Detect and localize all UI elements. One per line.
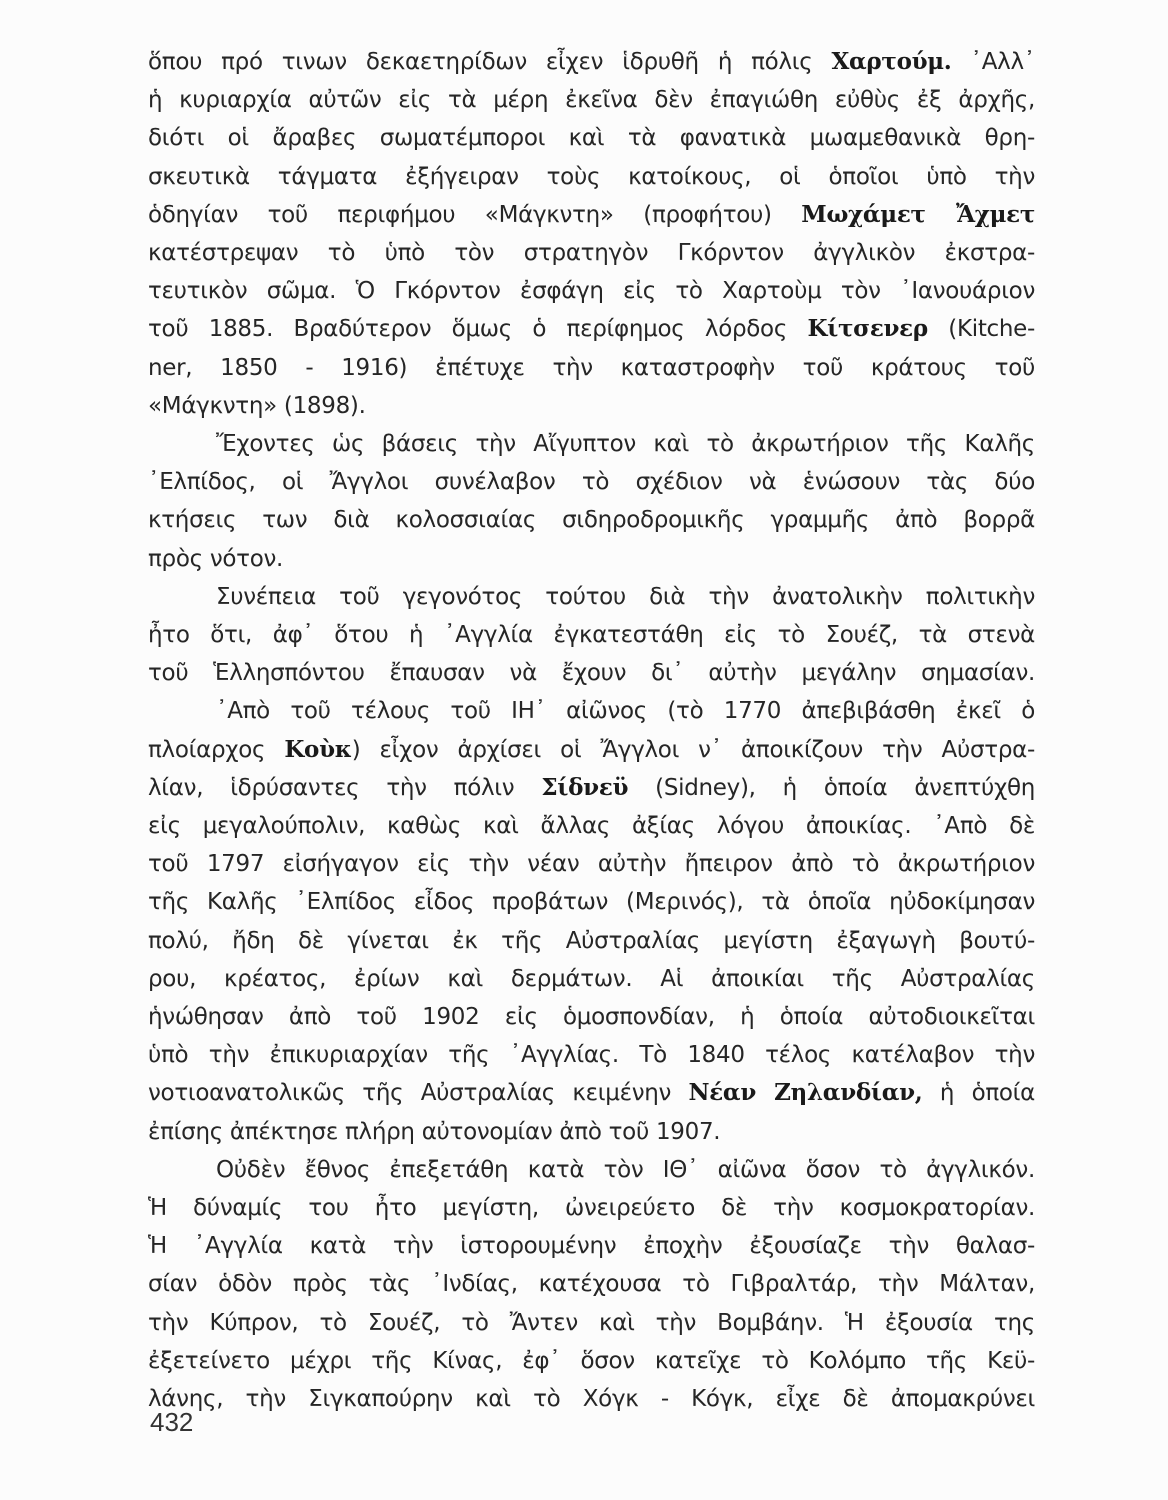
text-line: [148, 1193, 1035, 1223]
text-line: [148, 47, 1035, 77]
text-line: [148, 123, 1035, 153]
paragraph-first-line: [216, 429, 1035, 459]
text-segment: πλοίαρχος: [148, 736, 285, 763]
text-segment: τοῦ 1885. Βραδύτερον ὅμως ὁ περίφημος λόρδος: [148, 316, 808, 343]
bold-term: Νέαν Ζηλανδίαν,: [688, 1079, 923, 1107]
text-line: [148, 887, 1035, 917]
paragraph-first-line: [216, 1155, 1035, 1185]
text-line: [148, 1040, 1035, 1070]
text-segment: νοτιοανατολικῶς τῆς Αὐστραλίας κειμένην: [148, 1080, 689, 1107]
text-line: [148, 1002, 1035, 1032]
text-segment: σκευτικὰ τάγματα ἐξήγειραν τοὺς κατοίκους, οἱ ὁποῖοι ὑπὸ τὴν: [148, 163, 1035, 190]
text-line: [148, 1078, 1035, 1108]
text-segment: τὴν Κύπρον, τὸ Σουέζ, τὸ Ἄντεν καὶ τὴν Βομβάην. Ἡ ἐξουσία της: [148, 1309, 1035, 1336]
text-segment: τευτικὸν σῶμα. Ὁ Γκόρντον ἐσφάγη εἰς τὸ Χαρτοὺμ τὸν ᾽Ιανουάριον: [148, 278, 1035, 305]
text-segment: κτήσεις των διὰ κολοσσιαίας σιδηροδρομικῆς γραμμῆς ἀπὸ βορρᾶ: [148, 507, 1035, 534]
text-segment: ὅπου πρό τινων δεκαετηρίδων εἶχεν ἱδρυθῆ ἡ πόλις: [148, 49, 832, 75]
text-segment: «Μάγκντη» (1898).: [148, 392, 366, 419]
text-line: [148, 811, 1035, 841]
page-number: 432: [150, 1407, 194, 1437]
paragraph-first-line: [216, 582, 1035, 612]
text-segment: Συνέπεια τοῦ γεγονότος τούτου διὰ τὴν ἀνατολικὴν πολιτικὴν: [216, 583, 1035, 610]
text-line: [148, 391, 1035, 421]
text-line: [148, 926, 1035, 956]
text-segment: ὁδηγίαν τοῦ περιφήμου «Μάγκντη» (προφήτου): [148, 201, 802, 228]
bold-term: Μωχάμετ Ἄχμετ: [801, 200, 1035, 228]
text-segment: πολύ, ἤδη δὲ γίνεται ἐκ τῆς Αὐστραλίας μεγίστη ἐξαγωγὴ βουτύ-: [148, 927, 1035, 954]
bold-term: Κοὺκ: [284, 735, 352, 763]
text-line: [148, 964, 1035, 994]
text-line: [148, 200, 1035, 230]
text-line: [148, 1384, 1035, 1414]
text-segment: ἦτο ὅτι, ἀφ᾽ ὅτου ἡ ᾽Αγγλία ἐγκατεστάθη εἰς τὸ Σουέζ, τὰ στενὰ: [148, 622, 1035, 648]
text-segment: (Kitche-: [927, 316, 1036, 343]
text-segment: Ἡ ᾽Αγγλία κατὰ τὴν ἱστορουμένην ἐποχὴν ἐξουσίαζε τὴν θαλασ-: [148, 1233, 1035, 1260]
text-segment: ᾽Απὸ τοῦ τέλους τοῦ ΙΗ᾽ αἰῶνος (τὸ 1770 ἀπεβιβάσθη ἐκεῖ ὁ: [216, 698, 1035, 725]
text-segment: διότι οἱ ἄραβες σωματέμποροι καὶ τὰ φανατικὰ μωαμεθανικὰ θρη-: [148, 125, 1035, 152]
text-segment: λίαν, ἱδρύσαντες τὴν πόλιν: [148, 774, 542, 801]
text-line: [148, 314, 1035, 344]
text-segment: εἰς μεγαλούπολιν, καθὼς καὶ ἄλλας ἀξίας λόγου ἀποικίας. ᾽Απὸ δὲ: [148, 813, 1035, 839]
text-segment: ἡ κυριαρχία αὐτῶν εἰς τὰ μέρη ἐκεῖνα δὲν ἐπαγιώθη εὐθὺς ἐξ ἀρχῆς,: [148, 87, 1035, 114]
text-segment: τοῦ 1797 εἰσήγαγον εἰς τὴν νέαν αὐτὴν ἤπειρον ἀπὸ τὸ ἀκρωτήριον: [148, 851, 1035, 878]
text-segment: ner, 1850 - 1916) ἐπέτυχε τὴν καταστροφὴν τοῦ κράτους τοῦ: [148, 354, 1035, 381]
text-line: [148, 85, 1035, 115]
text-segment: ἐπίσης ἀπέκτησε πλήρη αὐτονομίαν ἀπὸ τοῦ 1907.: [148, 1118, 721, 1145]
text-segment: ᾽Ελπίδος, οἱ Ἄγγλοι συνέλαβον τὸ σχέδιον νὰ ἑνώσουν τὰς δύο: [148, 469, 1035, 496]
text-segment: Ἡ δύναμίς του ἦτο μεγίστη, ὠνειρεύετο δὲ τὴν κοσμοκρατορίαν.: [148, 1195, 1035, 1221]
text-line: [148, 353, 1035, 383]
text-line: [148, 276, 1035, 306]
text-segment: ᾽Αλλ᾽: [951, 49, 1035, 75]
text-line: [148, 620, 1035, 650]
text-line: [148, 505, 1035, 535]
text-segment: Οὐδὲν ἔθνος ἐπεξετάθη κατὰ τὸν ΙΘ᾽ αἰῶνα ὅσον τὸ ἀγγλικόν.: [216, 1156, 1035, 1183]
text-line: [148, 467, 1035, 497]
text-line: [148, 1308, 1035, 1338]
text-segment: ρου, κρέατος, ἐρίων καὶ δερμάτων. Αἱ ἀποικίαι τῆς Αὐστραλίας: [148, 965, 1035, 992]
text-line: [148, 773, 1035, 803]
text-line: [148, 1269, 1035, 1299]
text-segment: λάνης, τὴν Σιγκαπούρην καὶ τὸ Χόγκ - Κόγκ, εἶχε δὲ ἀπομακρύνει: [148, 1386, 1035, 1412]
text-segment: ) εἶχον ἀρχίσει οἱ Ἄγγλοι ν᾽ ἀποικίζουν τὴν Αὐστρα-: [351, 736, 1035, 763]
text-segment: ἐξετείνετο μέχρι τῆς Κίνας, ἐφ᾽ ὅσον κατεῖχε τὸ Κολόμπο τῆς Κεϋ-: [148, 1347, 1035, 1374]
text-line: [148, 1117, 1035, 1147]
text-segment: σίαν ὁδὸν πρὸς τὰς ᾽Ινδίας, κατέχουσα τὸ Γιβραλτάρ, τὴν Μάλταν,: [148, 1271, 1035, 1298]
bold-term: Σίδνεϋ: [541, 773, 629, 801]
text-line: [148, 1346, 1035, 1376]
text-line: [148, 849, 1035, 879]
text-segment: πρὸς νότον.: [148, 545, 284, 572]
text-segment: κατέστρεψαν τὸ ὑπὸ τὸν στρατηγὸν Γκόρντον ἀγγλικὸν ἐκστρα-: [148, 240, 1035, 266]
bold-term: Κίτσενερ: [807, 315, 928, 343]
text-segment: ἡ ὁποία: [922, 1080, 1035, 1107]
text-segment: Ἔχοντες ὡς βάσεις τὴν Αἴγυπτον καὶ τὸ ἀκρωτήριον τῆς Καλῆς: [216, 431, 1035, 457]
text-line: [148, 238, 1035, 268]
text-segment: ἡνώθησαν ἀπὸ τοῦ 1902 εἰς ὁμοσπονδίαν, ἡ ὁποία αὐτοδιοικεῖται: [148, 1004, 1035, 1030]
text-line: [148, 735, 1035, 765]
text-segment: (Sidney), ἡ ὁποία ἀνεπτύχθη: [628, 774, 1035, 801]
paragraph-first-line: [216, 696, 1035, 726]
text-line: [148, 658, 1035, 688]
text-line: [148, 1231, 1035, 1261]
text-line: [148, 544, 1035, 574]
text-line: [148, 162, 1035, 192]
text-segment: τοῦ Ἑλλησπόντου ἔπαυσαν νὰ ἔχουν δι᾽ αὐτὴν μεγάλην σημασίαν.: [148, 660, 1035, 687]
text-segment: τῆς Καλῆς ᾽Ελπίδος εἶδος προβάτων (Μερινός), τὰ ὁποῖα ηὐδοκίμησαν: [148, 889, 1035, 916]
bold-term: Χαρτούμ.: [831, 48, 952, 75]
text-segment: ὑπὸ τὴν ἐπικυριαρχίαν τῆς ᾽Αγγλίας. Τὸ 1840 τέλος κατέλαβον τὴν: [148, 1042, 1035, 1069]
